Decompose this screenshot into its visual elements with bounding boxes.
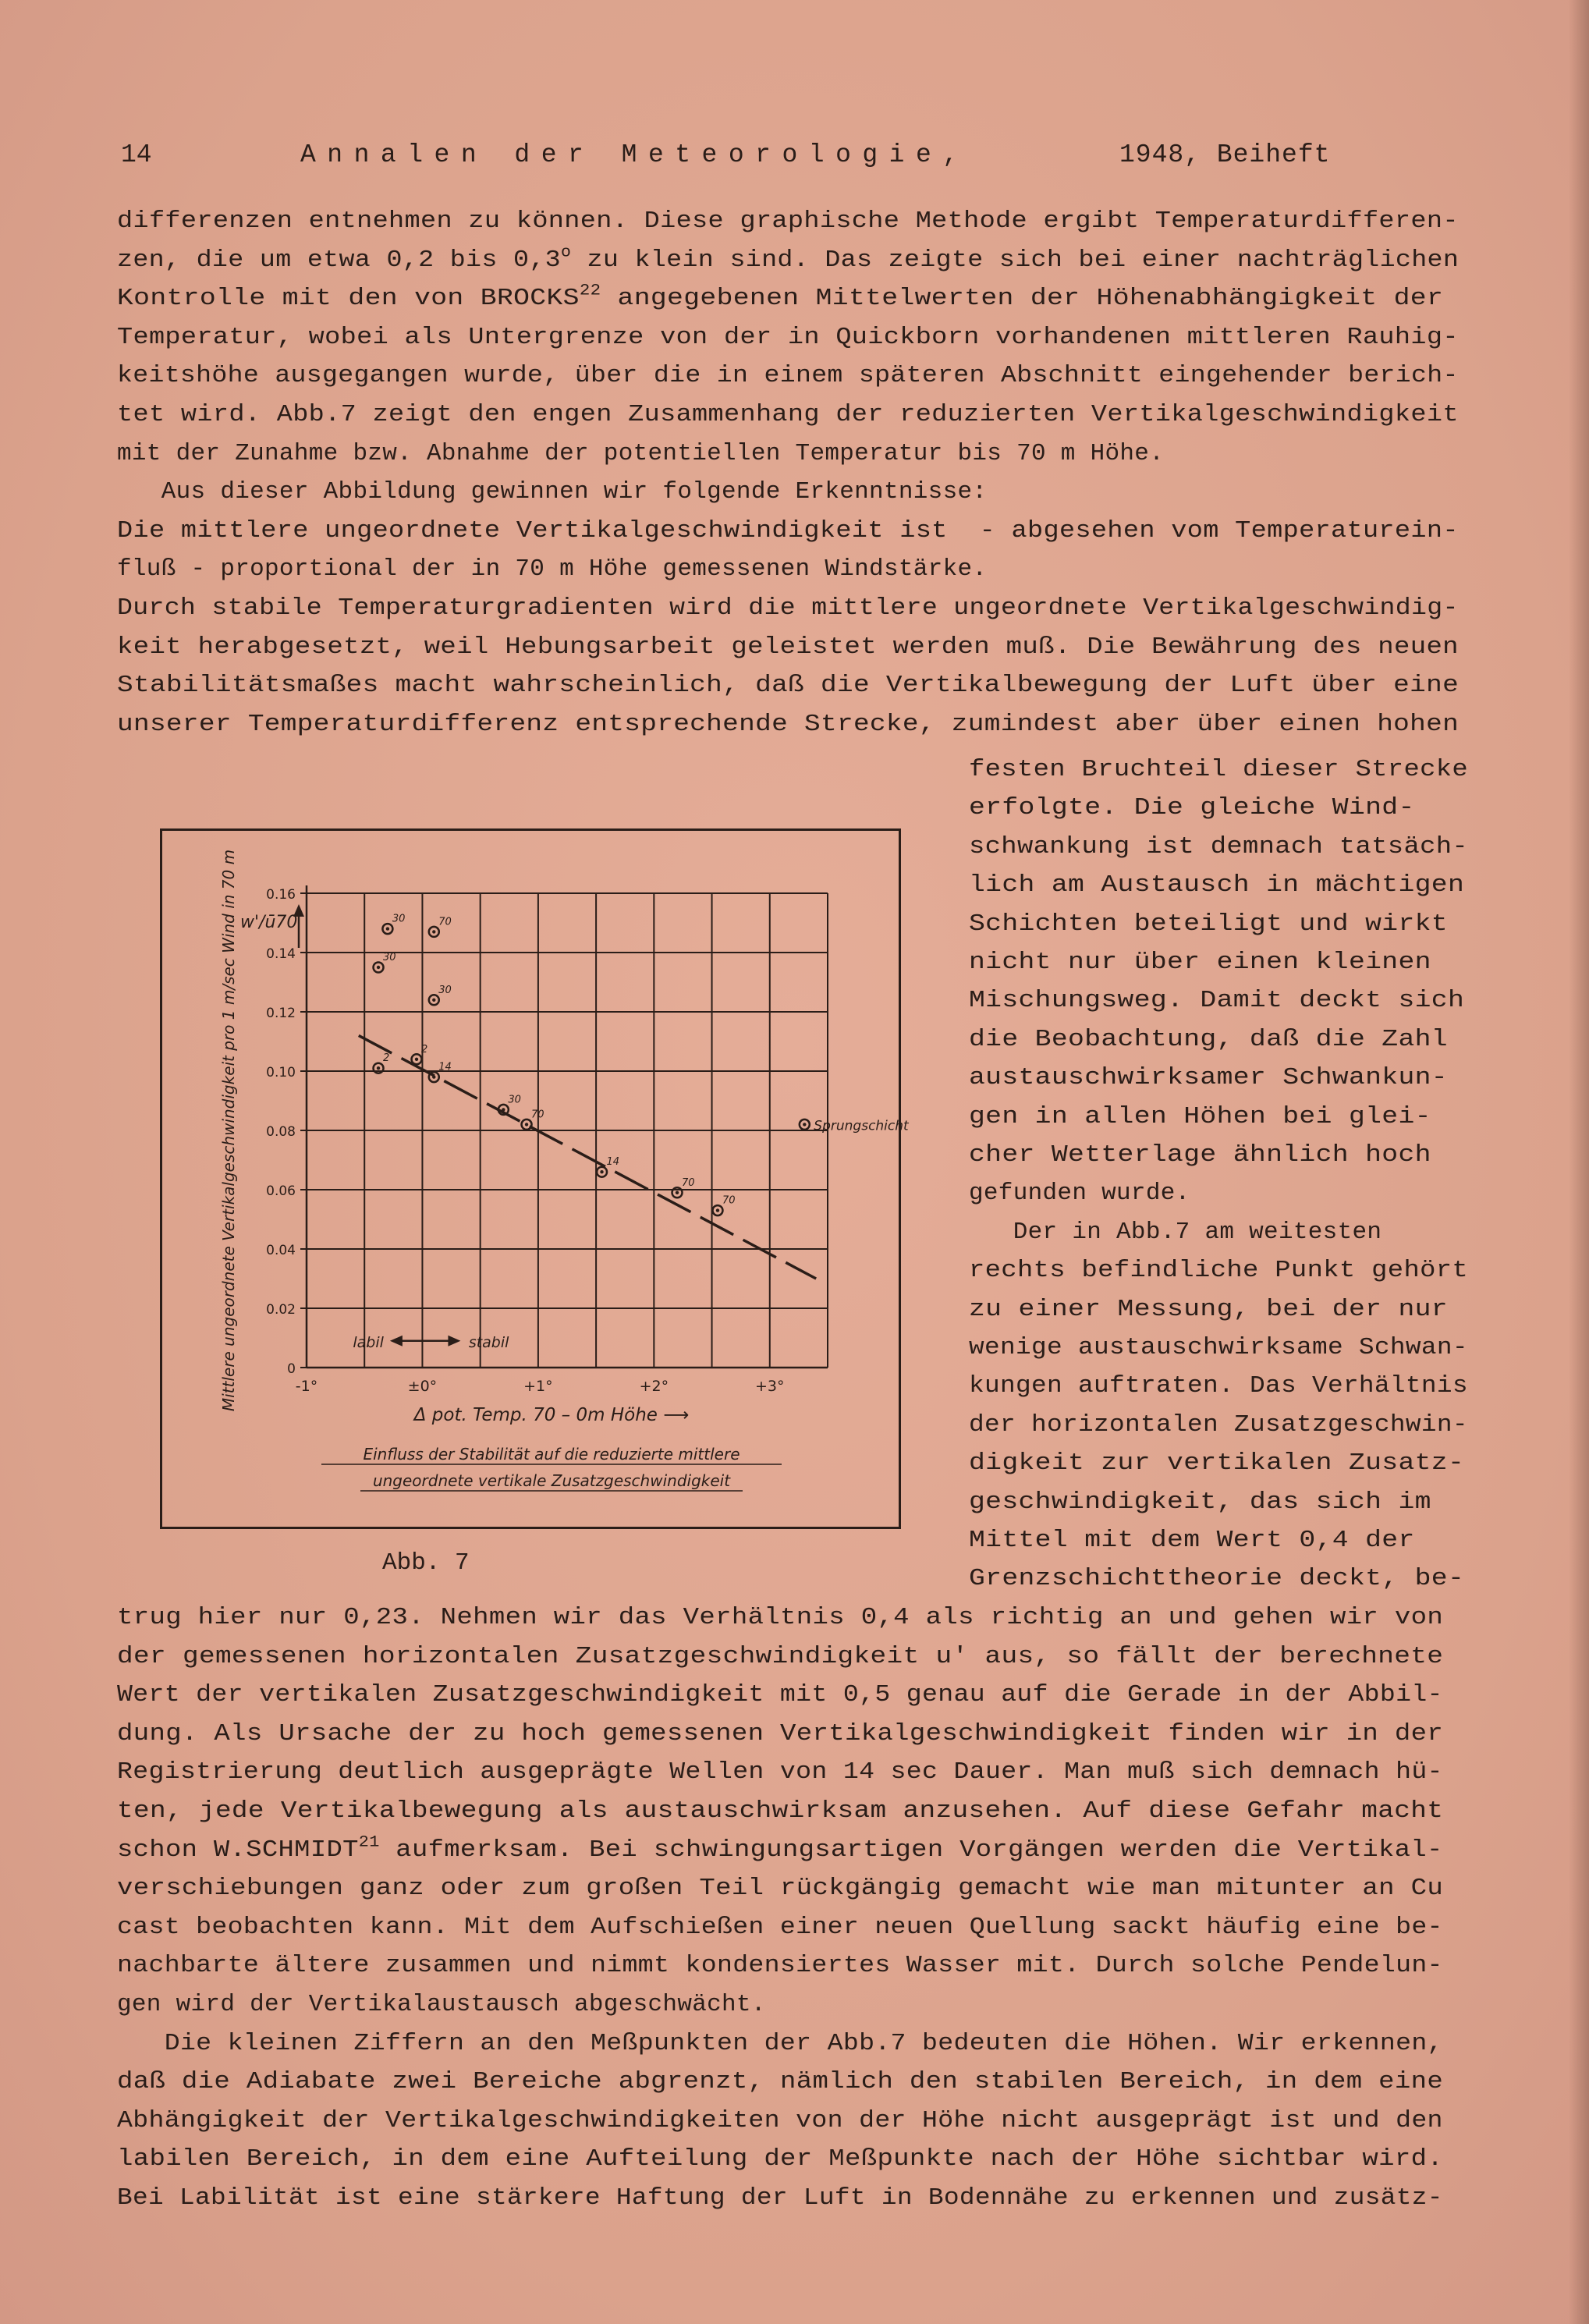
scatter-chart	[162, 831, 909, 1527]
y-tick-label: 0.02	[266, 1302, 296, 1318]
figure-caption: Abb. 7	[382, 1549, 470, 1577]
text-line: keit herabgesetzt, weil Hebungsarbeit geleistet werden muß. Die Bewährung des neuen	[117, 633, 1459, 661]
x-tick-label: -1°	[295, 1378, 318, 1395]
chart-title-line: Einfluss der Stabilität auf die reduzierte mittlere	[363, 1445, 740, 1464]
text-line: Aus dieser Abbildung gewinnen wir folgende Erkenntnisse:	[117, 478, 988, 506]
data-point-center	[432, 1075, 435, 1078]
journal-title: Annalen der Meteorologie,	[300, 140, 970, 169]
text-line: labilen Bereich, in dem eine Aufteilung der Meßpunkte nach der Höhe sichtbar wird.	[117, 2145, 1444, 2173]
data-point-center	[432, 930, 435, 933]
text-line: ten, jede Vertikalbewegung als austauschwirksam anzusehen. Auf diese Gefahr macht	[117, 1797, 1444, 1825]
text-line: Abhängigkeit der Vertikalgeschwindigkeiten von der Höhe nicht ausgeprägt ist und den	[117, 2106, 1443, 2134]
data-point-label: 30	[383, 952, 396, 963]
page-edge-shadow	[1569, 0, 1589, 2324]
text-line: gefunden wurde.	[969, 1180, 1190, 1208]
text-line: wenige austauschwirksame Schwan-	[969, 1334, 1468, 1361]
text-line: Schichten beteiligt und wirkt	[969, 910, 1448, 938]
data-point-label: Sprungschicht	[814, 1118, 909, 1134]
text-line: cher Wetterlage ähnlich hoch	[969, 1141, 1431, 1169]
text-line: nicht nur über einen kleinen	[969, 949, 1431, 976]
y-tick-label: 0.16	[266, 887, 296, 903]
data-point-label: 30	[392, 913, 406, 925]
data-point-label: 30	[438, 984, 452, 996]
x-axis-label: Δ pot. Temp. 70 – 0m Höhe ⟶	[413, 1405, 690, 1425]
x-tick-label: ±0°	[407, 1378, 438, 1395]
text-line: trug hier nur 0,23. Nehmen wir das Verhältnis 0,4 als richtig an und gehen wir von	[117, 1604, 1444, 1631]
data-point-label: 30	[508, 1094, 521, 1106]
data-point-label: 2	[421, 1043, 428, 1056]
y-tick-label: 0.14	[266, 946, 296, 962]
text-line: daß die Adiabate zwei Bereiche abgrenzt, nämlich den stabilen Bereich, in dem eine	[117, 2068, 1444, 2096]
text-line: zen, die um etwa 0,2 bis 0,3$^o$ zu klein sind. Das zeigte sich bei einer nachträglichen	[117, 243, 1460, 274]
text-line: der horizontalen Zusatzgeschwin-	[969, 1410, 1468, 1439]
text-line: Temperatur, wobei als Untergrenze von der in Quickborn vorhandenen mittleren Rauhig-	[117, 323, 1459, 351]
data-point-label: 70	[682, 1176, 695, 1189]
text-line: rechts befindliche Punkt gehört	[969, 1257, 1469, 1285]
text-line: Grenzschichttheorie deckt, be-	[969, 1565, 1465, 1593]
text-line: cast beobachten kann. Mit dem Aufschießen einer neuen Quellung sackt häufig eine be-	[117, 1913, 1443, 1941]
text-line: der gemessenen horizontalen Zusatzgeschwindigkeit u' aus, so fällt der berechnete	[117, 1642, 1444, 1670]
text-line: unserer Temperaturdifferenz entsprechende Strecke, zumindest aber über einen hohen	[117, 710, 1460, 738]
page-number: 14	[121, 140, 152, 169]
text-line: zu einer Messung, bei der nur	[969, 1295, 1448, 1323]
data-point-center	[803, 1123, 806, 1126]
text-line: schwankung ist demnach tatsäch-	[969, 832, 1469, 860]
y-tick-label: 0.04	[266, 1243, 296, 1258]
data-point-center	[716, 1208, 719, 1212]
data-point-label: 2	[383, 1052, 390, 1065]
data-point-label: 14	[438, 1061, 452, 1073]
text-line: Registrierung deutlich ausgeprägte Wellen von 14 sec Dauer. Man muß sich demnach hü-	[117, 1758, 1443, 1786]
data-point-label: 70	[438, 916, 452, 928]
text-line: digkeit zur vertikalen Zusatz-	[969, 1449, 1465, 1478]
figure-abb7	[160, 828, 909, 1529]
text-line: gen in allen Höhen bei glei-	[969, 1102, 1431, 1130]
text-line: festen Bruchteil dieser Strecke	[969, 756, 1469, 783]
text-line: geschwindigkeit, das sich im	[969, 1488, 1431, 1516]
text-line: fluß - proportional der in 70 m Höhe gemessenen Windstärke.	[117, 555, 988, 584]
text-line: Stabilitätsmaßes macht wahrscheinlich, daß die Vertikalbewegung der Luft über eine	[117, 672, 1460, 700]
text-line: lich am Austausch in mächtigen	[969, 871, 1465, 899]
text-line: kungen auftraten. Das Verhältnis	[969, 1372, 1468, 1400]
running-header	[121, 140, 1463, 179]
chart-title-line: ungeordnete vertikale Zusatzgeschwindigkeit	[372, 1471, 731, 1490]
y-tick-label: 0	[287, 1361, 296, 1377]
data-point-center	[600, 1170, 603, 1173]
annotation-label: stabil	[468, 1333, 509, 1351]
text-line: Wert der vertikalen Zusatzgeschwindigkeit mit 0,5 genau auf die Gerade in der Abbil-	[117, 1681, 1443, 1709]
stability-arrow-right-head	[448, 1336, 460, 1347]
text-line: Mittel mit dem Wert 0,4 der	[969, 1527, 1415, 1554]
text-line: Die kleinen Ziffern an den Meßpunkten der Abb.7 bedeuten die Höhen. Wir erkennen,	[117, 2029, 1443, 2057]
text-line: schon W.SCHMIDT$^{21}$ aufmerksam. Bei schwingungsartigen Vorgängen werden die Vertikal-	[117, 1833, 1443, 1864]
text-line: differenzen entnehmen zu können. Diese graphische Methode ergibt Temperaturdifferen-	[117, 208, 1459, 235]
y-tick-label: 0.12	[266, 1006, 296, 1021]
text-line: die Beobachtung, daß die Zahl	[969, 1025, 1448, 1053]
data-point-center	[377, 1066, 380, 1070]
text-line: Mischungsweg. Damit deckt sich	[969, 987, 1465, 1015]
regression-line	[359, 1035, 816, 1279]
y-tick-label: 0.06	[266, 1183, 296, 1199]
journal-year: 1948, Beiheft	[1119, 140, 1331, 169]
stability-arrow-left-head	[390, 1336, 403, 1347]
text-line: Die mittlere ungeordnete Vertikalgeschwindigkeit ist - abgesehen vom Temperaturein-	[117, 516, 1459, 545]
y-axis-label: Mittlere ungeordnete Vertikalgeschwindigkeit pro 1 m/sec Wind in 70 m	[219, 849, 238, 1412]
text-line: Bei Labilität ist eine stärkere Haftung der Luft in Bodennähe zu erkennen und zusätz-	[117, 2184, 1443, 2212]
data-point-center	[525, 1123, 528, 1126]
text-line: mit der Zunahme bzw. Abnahme der potentiellen Temperatur bis 70 m Höhe.	[117, 439, 1165, 467]
annotation-label: labil	[353, 1333, 384, 1351]
text-line: Durch stabile Temperaturgradienten wird die mittlere ungeordnete Vertikalgeschwindig-	[117, 594, 1459, 622]
data-point-center	[386, 927, 389, 930]
text-line: tet wird. Abb.7 zeigt den engen Zusammenhang der reduzierten Vertikalgeschwindigkeit	[117, 401, 1459, 428]
text-line: dung. Als Ursache der zu hoch gemessenen Vertikalgeschwindigkeit finden wir in der	[117, 1719, 1444, 1747]
data-point-label: 70	[722, 1194, 736, 1207]
text-line: Der in Abb.7 am weitesten	[969, 1218, 1382, 1246]
text-line: erfolgte. Die gleiche Wind-	[969, 794, 1415, 822]
text-line: austauschwirksamer Schwankun-	[969, 1064, 1448, 1092]
text-line: keitshöhe ausgegangen wurde, über die in einem späteren Abschnitt eingehender berich-	[117, 362, 1459, 390]
text-line: nachbarte ältere zusammen und nimmt kondensiertes Wasser mit. Durch solche Pendelun-	[117, 1952, 1443, 1980]
x-tick-label: +3°	[755, 1378, 785, 1395]
x-tick-label: +1°	[523, 1378, 553, 1395]
y-tick-label: 0.10	[266, 1065, 296, 1080]
y-tick-label: 0.08	[266, 1124, 296, 1140]
data-point-center	[432, 999, 435, 1002]
x-tick-label: +2°	[639, 1378, 669, 1395]
text-line: gen wird der Vertikalaustausch abgeschwächt.	[117, 1991, 766, 2018]
text-line: verschiebungen ganz oder zum großen Teil rückgängig gemacht wie man mitunter an Cu	[117, 1875, 1444, 1903]
data-point-center	[502, 1108, 505, 1111]
data-point-center	[377, 966, 380, 969]
data-point-center	[415, 1058, 418, 1061]
data-point-center	[676, 1191, 679, 1194]
data-point-label: 70	[531, 1109, 544, 1121]
y-axis-symbol: w'/ū70	[240, 913, 298, 932]
data-point-label: 14	[606, 1156, 620, 1169]
text-line: Kontrolle mit den von BROCKS$^{22}$ angegebenen Mittelwerten der Höhenabhängigkeit der	[117, 282, 1444, 313]
